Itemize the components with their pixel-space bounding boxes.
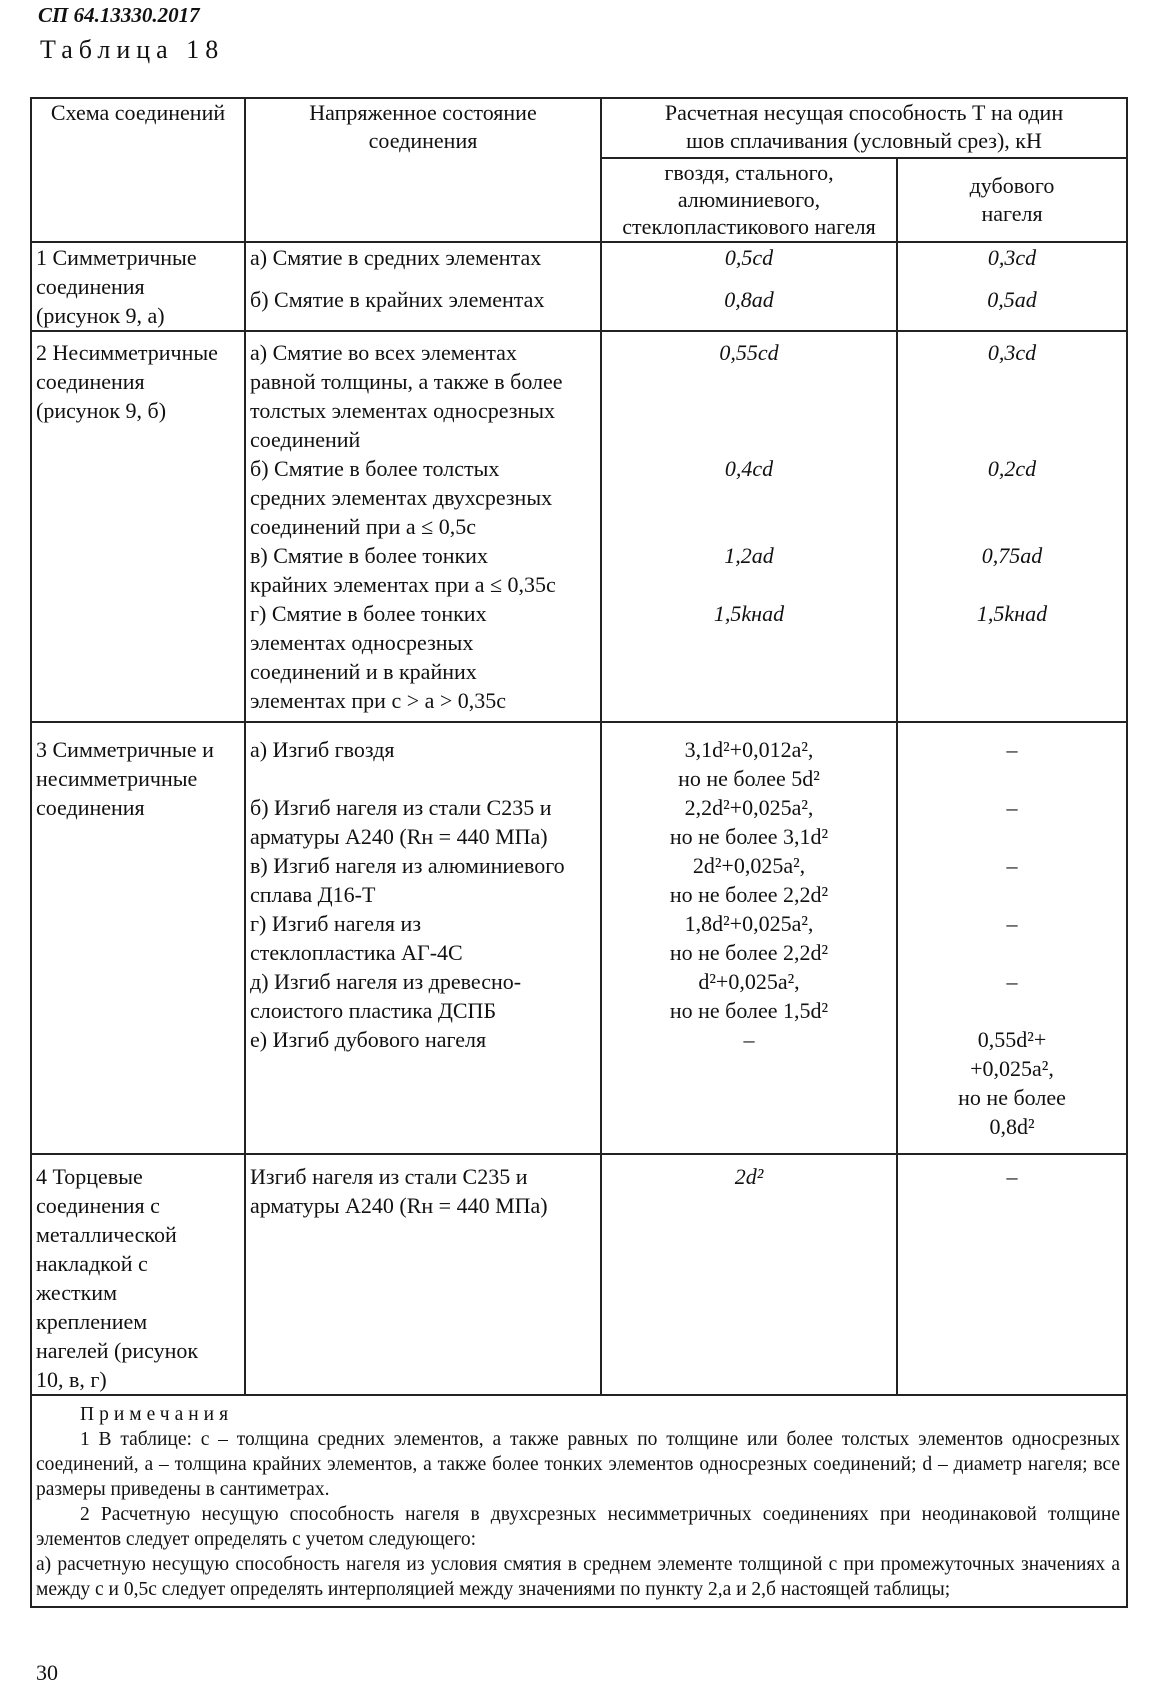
row2c-value-oak: 0,75ad — [897, 541, 1127, 599]
notes-cell — [31, 1395, 1127, 1607]
table-row — [31, 1154, 1127, 1395]
notes-row — [31, 1395, 1127, 1607]
table-row — [31, 242, 1127, 285]
header-stress-state: Напряженное состояние соединения — [245, 98, 601, 242]
row3d-value-nail: 1,8d²+0,025a², но не более 2,2d² — [601, 909, 897, 967]
row3a-value-oak: – — [897, 722, 1127, 793]
row3f-value-nail: – — [601, 1025, 897, 1154]
row3b-value-oak: – — [897, 793, 1127, 851]
row1a-value-oak: 0,3cd — [897, 242, 1127, 285]
row4-value-nail: 2d² — [601, 1154, 897, 1395]
document-code: СП 64.13330.2017 — [38, 3, 200, 27]
row3f-state: е) Изгиб дубового нагеля — [245, 1025, 601, 1154]
row4-scheme: 4 Торцевые соединения с металлической накладкой с жестким креплением нагелей (рисунок 10, в, г) — [31, 1154, 245, 1395]
row3c-state: в) Изгиб нагеля из алюминиевого сплава Д16-Т — [245, 851, 601, 909]
notes-heading: Примечания — [80, 1404, 234, 1425]
row3f-value-oak: 0,55d²+ +0,025a², но не более 0,8d² — [897, 1025, 1127, 1154]
header-oak: дубового нагеля — [897, 158, 1127, 242]
row2c-state: в) Смятие в более тонких крайних элементах при a ≤ 0,35c — [245, 541, 601, 599]
row2-scheme: 2 Несимметричные соединения (рисунок 9, б) — [31, 331, 245, 722]
row3a-state: а) Изгиб гвоздя — [245, 722, 601, 793]
row3d-value-oak: – — [897, 909, 1127, 967]
row4-state: Изгиб нагеля из стали С235 и арматуры А240 (Rн = 440 МПа) — [245, 1154, 601, 1395]
note-2a: а) расчетную несущую способность нагеля из условия смятия в среднем элементе толщиной c при промежуточных значениях a между c и 0,5c следует определять интерполяцией между значениями по пункту 2,а и 2,б настоящей таблицы; — [36, 1554, 1121, 1600]
row1b-state: б) Смятие в крайних элементах — [245, 285, 601, 331]
table-row — [31, 331, 1127, 454]
table-row — [31, 722, 1127, 793]
row3c-value-oak: – — [897, 851, 1127, 909]
note-1: 1 В таблице: c – толщина средних элементов, а также равных по толщине или более толстых элементов односрезных соединений, a – толщина крайних элементов, а также более тонких элементов односрезных соединений; d – диаметр нагеля; все размеры приведены в сантиметрах. — [36, 1429, 1121, 1500]
row3c-value-nail: 2d²+0,025a², но не более 2,2d² — [601, 851, 897, 909]
header-capacity: Расчетная несущая способность Т на один шов сплачивания (условный срез), кН — [601, 98, 1127, 158]
row3a-value-nail: 3,1d²+0,012a², но не более 5d² — [601, 722, 897, 793]
row2b-state: б) Смятие в более толстых средних элементах двухсрезных соединений при a ≤ 0,5c — [245, 454, 601, 541]
row2d-value-oak: 1,5kнad — [897, 599, 1127, 722]
row2c-value-nail: 1,2ad — [601, 541, 897, 599]
row1a-value-nail: 0,5cd — [601, 242, 897, 285]
row1a-state: а) Смятие в средних элементах — [245, 242, 601, 285]
row2a-value-nail: 0,55cd — [601, 331, 897, 454]
note-2: 2 Расчетную несущую способность нагеля в двухсрезных несимметричных соединениях при неодинаковой толщине элементов следует определять с учетом следующего: — [36, 1504, 1121, 1550]
header-scheme: Схема соединений — [31, 98, 245, 242]
row3b-state: б) Изгиб нагеля из стали С235 и арматуры А240 (Rн = 440 МПа) — [245, 793, 601, 851]
row3b-value-nail: 2,2d²+0,025a², но не более 3,1d² — [601, 793, 897, 851]
row1b-value-oak: 0,5ad — [897, 285, 1127, 331]
row3e-value-oak: – — [897, 967, 1127, 1025]
row2b-value-nail: 0,4cd — [601, 454, 897, 541]
header-nail-steel: гвоздя, стального, алюминиевого, стеклопластикового нагеля — [601, 158, 897, 242]
row4-value-oak: – — [897, 1154, 1127, 1395]
row1b-value-nail: 0,8ad — [601, 285, 897, 331]
table-18 — [30, 97, 1128, 1608]
table-title: Таблица 18 — [40, 35, 225, 64]
row2d-state: г) Смятие в более тонких элементах односрезных соединений и в крайних элементах при c > a > 0,35c — [245, 599, 601, 722]
row2d-value-nail: 1,5kнad — [601, 599, 897, 722]
row3d-state: г) Изгиб нагеля из стеклопластика АГ-4С — [245, 909, 601, 967]
row3e-value-nail: d²+0,025a², но не более 1,5d² — [601, 967, 897, 1025]
page-number: 30 — [36, 1660, 58, 1685]
row2a-state: а) Смятие во всех элементах равной толщины, а также в более толстых элементах односрезных соединений — [245, 331, 601, 454]
row3-scheme: 3 Симметричные и несимметричные соединения — [31, 722, 245, 1154]
row3e-state: д) Изгиб нагеля из древесно- слоистого пластика ДСПБ — [245, 967, 601, 1025]
header-row-1 — [31, 98, 1127, 158]
row2b-value-oak: 0,2cd — [897, 454, 1127, 541]
row1-scheme: 1 Симметричные соединения (рисунок 9, а) — [31, 242, 245, 331]
row2a-value-oak: 0,3cd — [897, 331, 1127, 454]
